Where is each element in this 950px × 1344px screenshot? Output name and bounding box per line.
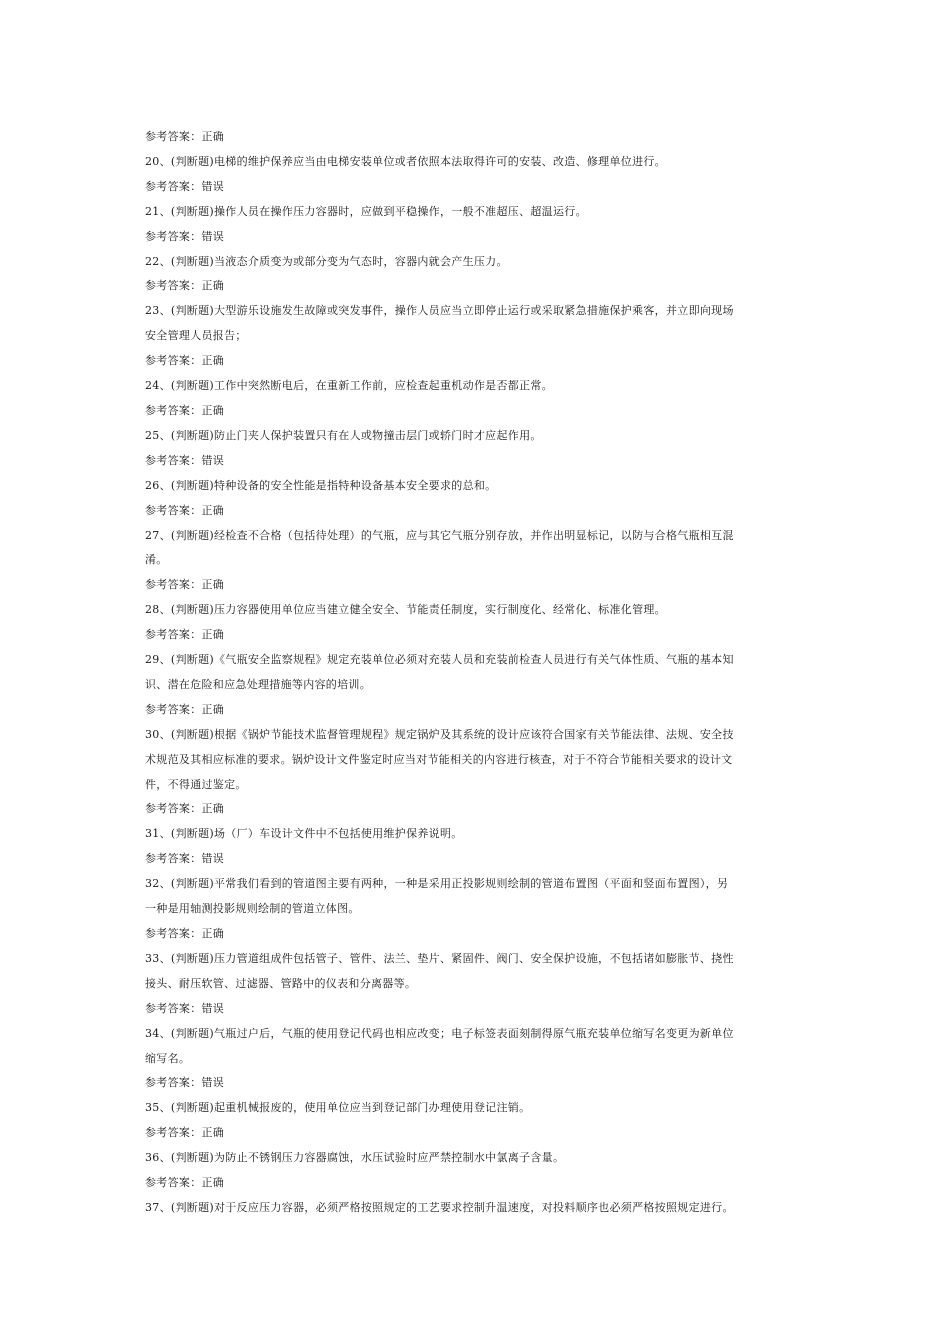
text-line: 参考答案：正确 xyxy=(145,802,225,816)
text-line: 36、(判断题)为防止不锈钢压力容器腐蚀，水压试验时应严禁控制水中氯离子含量。 xyxy=(145,1151,565,1165)
text-line: 26、(判断题)特种设备的安全性能是指特种设备基本安全要求的总和。 xyxy=(145,478,497,492)
text-line: 参考答案：错误 xyxy=(145,852,225,866)
text-line: 25、(判断题)防止门夹人保护装置只有在人或物撞击层门或轿门时才应起作用。 xyxy=(145,428,542,442)
text-line: 参考答案：错误 xyxy=(145,179,225,193)
text-line: 件，不得通过鉴定。 xyxy=(145,777,247,791)
text-line: 31、(判断题)场（厂）车设计文件中不包括使用维护保养说明。 xyxy=(145,827,463,841)
text-line: 缩写名。 xyxy=(145,1051,191,1065)
text-line: 参考答案：正确 xyxy=(145,702,225,716)
text-line: 参考答案：正确 xyxy=(145,354,225,368)
document-body xyxy=(145,125,810,1221)
text-line: 识、潜在危险和应急处理措施等内容的培训。 xyxy=(145,677,371,691)
text-line: 29、(判断题)《气瓶安全监察规程》规定充装单位必须对充装人员和充装前检查人员进行有关气体性质、气瓶的基本知 xyxy=(145,653,734,667)
text-line: 35、(判断题)起重机械报废的，使用单位应当到登记部门办理使用登记注销。 xyxy=(145,1101,531,1115)
text-line: 淆。 xyxy=(145,553,168,567)
text-line: 34、(判断题)气瓶过户后，气瓶的使用登记代码也相应改变；电子标签表面刻制得原气瓶充装单位缩写名变更为新单位 xyxy=(145,1026,734,1040)
text-line: 23、(判断题)大型游乐设施发生故障或突发事件，操作人员应当立即停止运行或采取紧急措施保护乘客，并立即向现场 xyxy=(145,304,734,318)
text-line: 参考答案：正确 xyxy=(145,279,225,293)
text-line: 参考答案：错误 xyxy=(145,1076,225,1090)
text-line: 参考答案：正确 xyxy=(145,503,225,517)
text-line: 27、(判断题)经检查不合格（包括待处理）的气瓶，应与其它气瓶分别存放，并作出明显标记，以防与合格气瓶相互混 xyxy=(145,528,734,542)
text-line: 术规范及其相应标准的要求。锅炉设计文件鉴定时应当对节能相关的内容进行核查，对于不符合节能相关要求的设计文 xyxy=(145,752,733,766)
text-line: 参考答案：错误 xyxy=(145,229,225,243)
text-line: 参考答案：正确 xyxy=(145,1126,225,1140)
text-line: 参考答案：正确 xyxy=(145,1176,225,1190)
text-line: 20、(判断题)电梯的维护保养应当由电梯安装单位或者依照本法取得许可的安装、改造、修理单位进行。 xyxy=(145,154,666,168)
text-line: 33、(判断题)压力管道组成件包括管子、管件、法兰、垫片、紧固件、阀门、安全保护设施，不包括诸如膨胀节、挠性 xyxy=(145,951,734,965)
text-line: 参考答案：错误 xyxy=(145,453,225,467)
text-line: 安全管理人员报告； xyxy=(145,329,247,343)
text-line: 24、(判断题)工作中突然断电后，在重新工作前，应检查起重机动作是否都正常。 xyxy=(145,379,553,393)
text-line: 参考答案：正确 xyxy=(145,403,225,417)
text-line: 32、(判断题)平常我们看到的管道图主要有两种，一种是采用正投影规则绘制的管道布置图（平面和竖面布置图），另 xyxy=(145,877,729,891)
text-line: 30、(判断题)根据《锅炉节能技术监督管理规程》规定锅炉及其系统的设计应该符合国家有关节能法律、法规、安全技 xyxy=(145,727,734,741)
text-line: 参考答案：正确 xyxy=(145,927,225,940)
text-line: 接头、耐压软管、过滤器、管路中的仪表和分离器等。 xyxy=(145,976,417,990)
text-line: 参考答案：正确 xyxy=(145,628,225,642)
text-line: 37、(判断题)对于反应压力容器，必须严格按照规定的工艺要求控制升温速度，对投料顺序也必须严格按照规定进行。 xyxy=(145,1200,734,1214)
text-line: 28、(判断题)压力容器使用单位应当建立健全安全、节能责任制度，实行制度化、经常化、标准化管理。 xyxy=(145,603,666,617)
text-line: 参考答案：错误 xyxy=(145,1001,225,1015)
text-line: 21、(判断题)操作人员在操作压力容器时，应做到平稳操作，一般不准超压、超温运行。 xyxy=(145,204,587,218)
text-line: 参考答案：正确 xyxy=(145,578,225,592)
text-line: 一种是用轴测投影规则绘制的管道立体图。 xyxy=(145,902,360,916)
text-line: 参考答案：正确 xyxy=(145,130,225,143)
text-line: 22、(判断题)当液态介质变为或部分变为气态时，容器内就会产生压力。 xyxy=(145,254,508,268)
